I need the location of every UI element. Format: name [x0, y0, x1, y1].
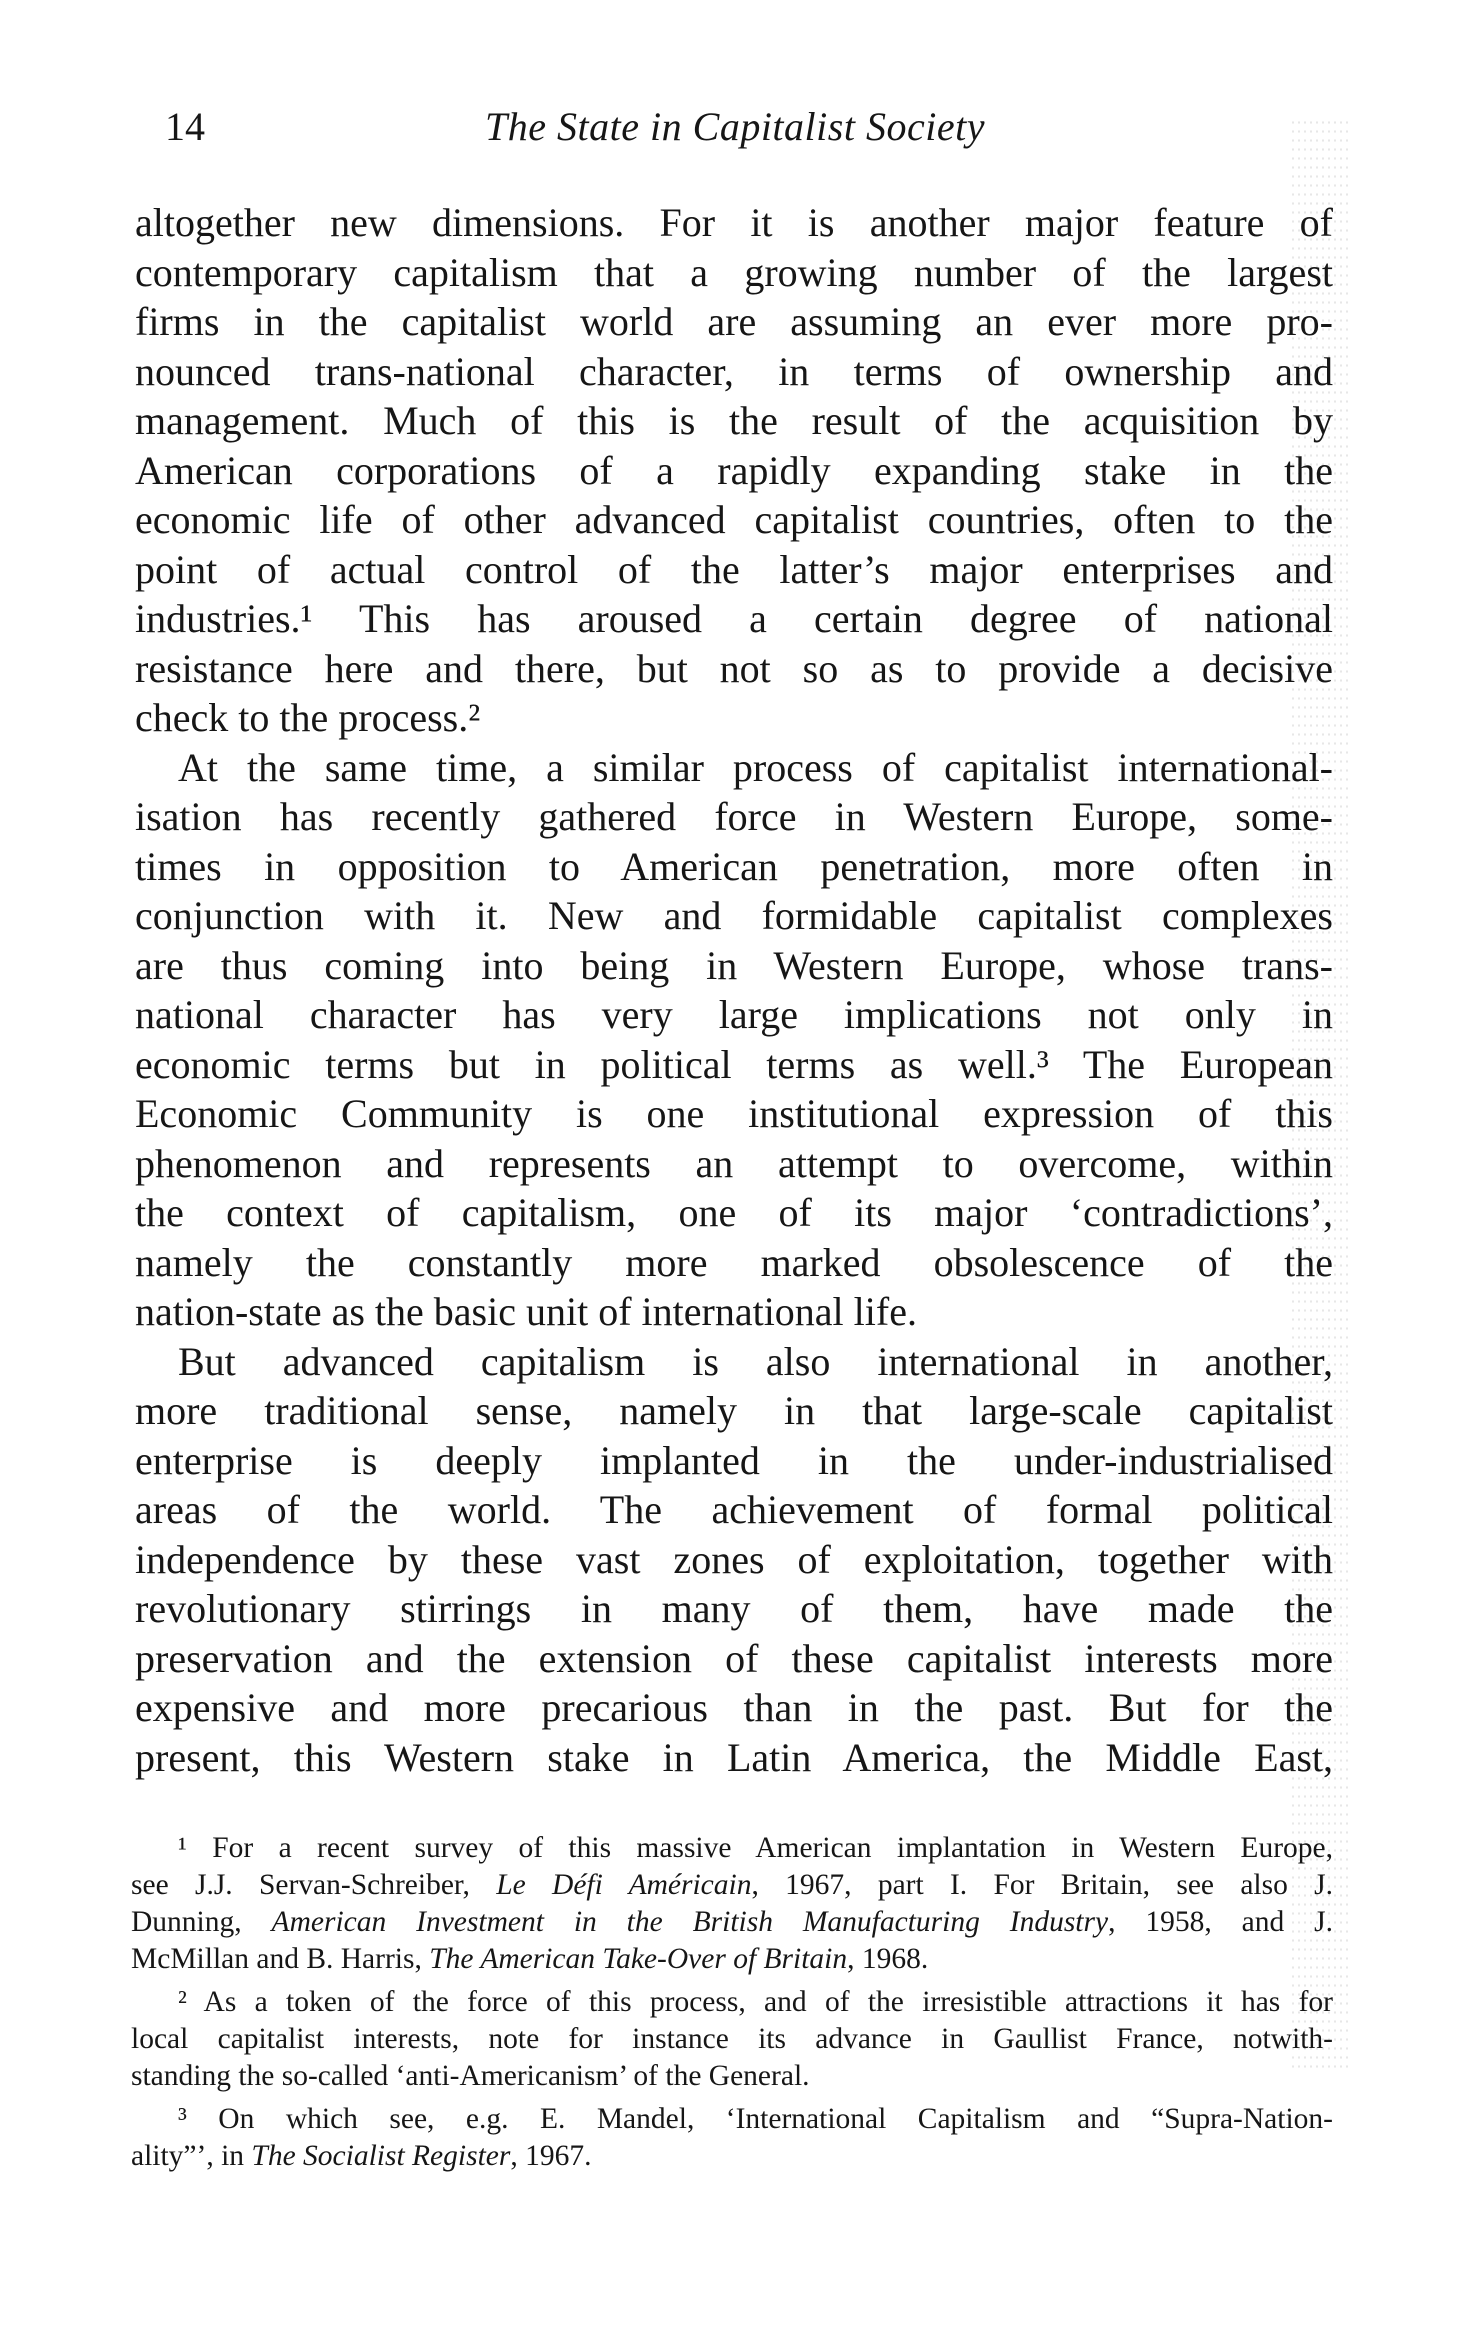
text-line: areas of the world. The achievement of formal political: [135, 1487, 1333, 1532]
text-line: nounced trans-national character, in terms of ownership and: [135, 348, 1333, 394]
footnote-1-line: see J.J. Servan-Schreiber, Le Défi Américain, 1967, part I. For Britain, see also J.: [131, 1869, 1333, 1901]
footnote-2-line: local capitalist interests, note for instance its advance in Gaullist France, notwith-: [131, 2023, 1333, 2055]
text-line: Economic Community is one institutional expression of this: [135, 1091, 1333, 1136]
text-line: independence by these vast zones of exploitation, together with: [135, 1536, 1333, 1582]
text-line: contemporary capitalism that a growing number of the largest: [135, 249, 1333, 295]
footnote-3-line: ³ On which see, e.g. E. Mandel, ‘International Capitalism and “Supra-Nation-: [178, 2103, 1333, 2135]
footnote-2-line: standing the so-called ‘anti-Americanism’ of the General.: [131, 2060, 810, 2092]
text-line: economic life of other advanced capitalist countries, often to the: [135, 497, 1333, 542]
footnotes: [131, 1830, 1333, 2175]
text-line: enterprise is deeply implanted in the under-industrialised: [135, 1437, 1333, 1483]
page-header: [145, 103, 1325, 163]
text-line: resistance here and there, but not so as to provide a decisive: [135, 645, 1333, 691]
text-line: But advanced capitalism is also international in another,: [178, 1338, 1333, 1384]
text-line: revolutionary stirrings in many of them, have made the: [135, 1586, 1333, 1631]
text-line: American corporations of a rapidly expanding stake in the: [135, 447, 1333, 493]
text-line: firms in the capitalist world are assuming an ever more pro-: [135, 299, 1333, 344]
text-line: the context of capitalism, one of its major ‘contradictions’,: [135, 1190, 1333, 1235]
text-line: industries.¹ This has aroused a certain degree of national: [135, 596, 1333, 641]
text-line: more traditional sense, namely in that large-scale capitalist: [135, 1388, 1333, 1433]
text-line: conjunction with it. New and formidable capitalist complexes: [135, 893, 1333, 938]
running-title: The State in Capitalist Society: [485, 104, 985, 149]
text-line: are thus coming into being in Western Europe, whose trans-: [135, 942, 1333, 988]
text-line: phenomenon and represents an attempt to overcome, within: [135, 1140, 1333, 1186]
text-line: economic terms but in political terms as well.³ The European: [135, 1041, 1333, 1087]
page-number: 14: [165, 104, 205, 149]
text-line: times in opposition to American penetration, more often in: [135, 843, 1333, 889]
footnote-1-line: Dunning, American Investment in the British Manufacturing Industry, 1958, and J.: [131, 1906, 1334, 1938]
text-line: namely the constantly more marked obsolescence of the: [135, 1239, 1333, 1285]
text-line: altogether new dimensions. For it is another major feature of: [135, 200, 1333, 245]
text-line: point of actual control of the latter’s major enterprises and: [135, 546, 1333, 592]
text-line: national character has very large implications not only in: [135, 992, 1333, 1037]
footnote-1-line: McMillan and B. Harris, The American Take-Over of Britain, 1968.: [131, 1943, 929, 1975]
text-line: management. Much of this is the result of the acquisition by: [135, 398, 1333, 443]
text-line: nation-state as the basic unit of international life.: [135, 1289, 917, 1334]
text-line: At the same time, a similar process of capitalist international-: [178, 744, 1333, 790]
footnote-3-line: ality”’, in The Socialist Register, 1967.: [131, 2140, 592, 2172]
text-line: isation has recently gathered force in Western Europe, some-: [135, 794, 1333, 839]
body-text: [135, 198, 1333, 1782]
text-line: expensive and more precarious than in the past. But for the: [135, 1685, 1333, 1730]
text-line: check to the process.²: [135, 695, 481, 740]
text-line: preservation and the extension of these capitalist interests more: [135, 1635, 1333, 1681]
footnote-2-line: ² As a token of the force of this process, and of the irresistible attractions it has for: [178, 1986, 1333, 2018]
text-line: present, this Western stake in Latin America, the Middle East,: [135, 1734, 1333, 1780]
footnote-1-line: ¹ For a recent survey of this massive American implantation in Western Europe,: [178, 1832, 1333, 1864]
